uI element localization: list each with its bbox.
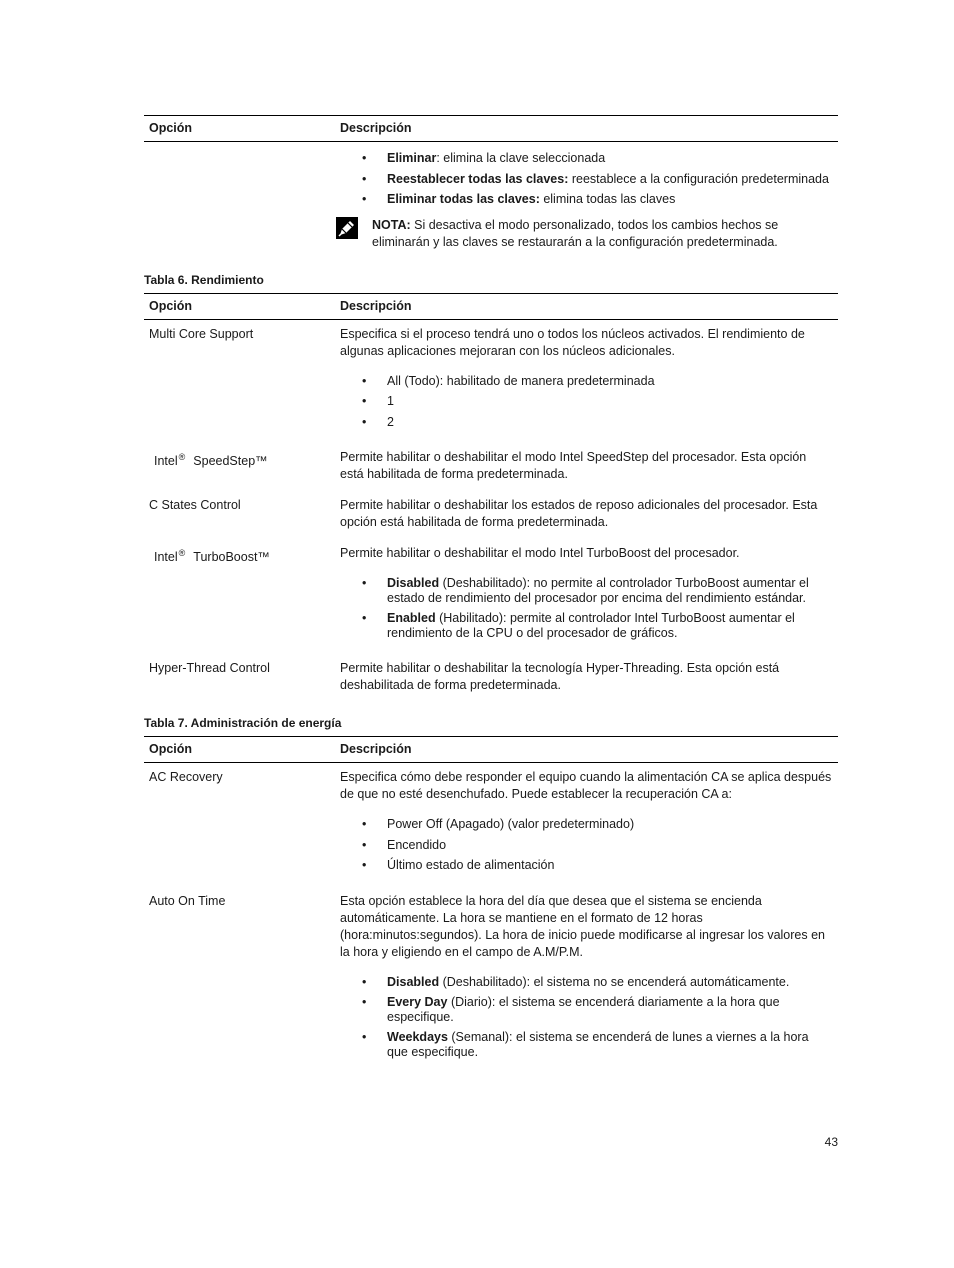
item-text: reestablece a la configuración predeterminada	[568, 171, 829, 186]
option-product: TurboBoost™	[193, 550, 270, 565]
note-text	[372, 217, 832, 251]
table-caption: Tabla 7. Administración de energía	[144, 716, 342, 730]
description-cell	[335, 319, 838, 443]
item-text: (Semanal): el sistema se encenderá de lunes a viernes a la hora que especifique.	[387, 1030, 809, 1059]
option-name: AC Recovery	[149, 770, 223, 784]
table-row	[144, 763, 838, 887]
description-text: Especifica si el proceso tendrá uno o todos los núcleos activados. El rendimiento de algunas aplicaciones mejoraran con los núcleos adicionales.	[340, 326, 805, 358]
item-term: Disabled	[387, 576, 440, 590]
key-actions-list	[340, 151, 832, 207]
column-header-option: Opción	[144, 737, 335, 763]
column-header-description: Descripción	[335, 293, 838, 319]
list-item	[340, 995, 832, 1024]
list-item: • Encendido	[340, 838, 832, 853]
item-text: elimina todas las claves	[539, 192, 676, 206]
list-item: • 1	[340, 394, 832, 409]
table-row	[144, 319, 838, 443]
power-management-table	[144, 736, 838, 1073]
bullet-list	[340, 374, 832, 430]
item-term: Weekdays	[387, 1030, 448, 1044]
bullet-list	[340, 817, 832, 873]
item-text: (Habilitado): permite al controlador Intel TurboBoost aumentar el rendimiento de la CPU o del procesador de gráficos.	[387, 611, 795, 640]
list-item: • All (Todo): habilitado de manera predeterminada	[340, 374, 832, 389]
column-header-option: Opción	[144, 116, 335, 142]
option-cell-empty	[144, 142, 335, 259]
table-row	[144, 491, 838, 539]
note-box	[340, 217, 832, 251]
description-cell	[335, 763, 838, 887]
item-term: Eliminar todas las claves:	[387, 192, 540, 206]
registered-mark: ®	[178, 452, 186, 462]
description-text: Permite habilitar o deshabilitar los estados de reposo adicionales del procesador. Esta opción está habilitada de forma predeterminada.	[340, 498, 818, 529]
option-name: Multi Core Support	[149, 326, 254, 341]
list-item	[340, 576, 832, 605]
table-row	[144, 443, 838, 491]
option-name: Auto On Time	[149, 893, 226, 908]
options-table-continued	[144, 115, 838, 259]
list-item: • 2	[340, 415, 832, 430]
column-header-option: Opción	[144, 293, 335, 319]
bullet-list	[340, 576, 832, 640]
registered-mark: ®	[178, 548, 186, 558]
option-brand: Intel	[154, 550, 178, 565]
item-text: (Diario): el sistema se encenderá diariamente a la hora que especifique.	[387, 995, 780, 1024]
page-number: 43	[824, 1135, 838, 1149]
list-item	[340, 611, 832, 640]
item-term: Every Day	[387, 995, 448, 1009]
list-item: • Último estado de alimentación	[340, 858, 832, 873]
note-pencil-icon	[340, 217, 372, 251]
bullet-list	[340, 975, 832, 1060]
option-name	[144, 539, 335, 654]
description-cell	[335, 142, 838, 259]
description-text: Especifica cómo debe responder el equipo cuando la alimentación CA se aplica después de que no esté desenchufado. Puede establecer la recuperación CA a:	[340, 770, 832, 801]
list-item	[340, 172, 832, 187]
item-term: Disabled	[387, 974, 440, 989]
item-term: Enabled	[387, 611, 436, 625]
table-caption: Tabla 6. Rendimiento	[144, 272, 264, 287]
option-brand: Intel	[154, 454, 178, 469]
table-row	[144, 539, 838, 654]
list-item	[340, 192, 832, 207]
item-term: Eliminar	[387, 151, 437, 165]
performance-table	[144, 293, 838, 703]
page-content	[144, 115, 838, 1073]
option-name: C States Control	[149, 498, 241, 512]
list-item	[340, 975, 832, 990]
item-text: (Deshabilitado): no permite al controlador TurboBoost aumentar el estado de rendimiento del procesador por encima del rendimiento estándar.	[387, 576, 809, 605]
description-cell	[335, 539, 838, 654]
table-row	[144, 654, 838, 702]
option-product: SpeedStep™	[193, 454, 268, 469]
note-body: Si desactiva el modo personalizado, todos los cambios hechos se eliminarán y las claves se restaurarán a la configuración predeterminada.	[372, 217, 779, 249]
column-header-description: Descripción	[335, 737, 838, 763]
item-term: Reestablecer todas las claves:	[387, 171, 569, 186]
note-label: NOTA:	[372, 217, 411, 232]
description-text: Permite habilitar o deshabilitar el modo Intel TurboBoost del procesador.	[340, 546, 740, 560]
item-text: : elimina la clave seleccionada	[436, 151, 606, 165]
description-text: Permite habilitar o deshabilitar la tecnología Hyper-Threading. Esta opción está deshabilitada de forma predeterminada.	[340, 661, 780, 692]
description-text: Permite habilitar o deshabilitar el modo Intel SpeedStep del procesador. Esta opción está habilitada de forma predeterminada.	[340, 450, 807, 481]
table-row	[144, 887, 838, 1074]
description-cell	[335, 887, 838, 1074]
column-header-description: Descripción	[335, 116, 838, 142]
item-text: (Deshabilitado): el sistema no se encenderá automáticamente.	[439, 974, 790, 989]
list-item: • Power Off (Apagado) (valor predeterminado)	[340, 817, 832, 832]
list-item	[340, 1030, 832, 1059]
option-name: Hyper-Thread Control	[149, 661, 270, 675]
description-text: Esta opción establece la hora del día que desea que el sistema se encienda automáticamente. La hora se mantiene en el formato de 12 horas (hora:minutos:segundos). La hora de inicio puede modificarse al ingresar los valores en la hora y eligiendo en el campo de A.M/P.M.	[340, 893, 825, 959]
option-name	[144, 443, 335, 491]
list-item	[340, 151, 832, 166]
